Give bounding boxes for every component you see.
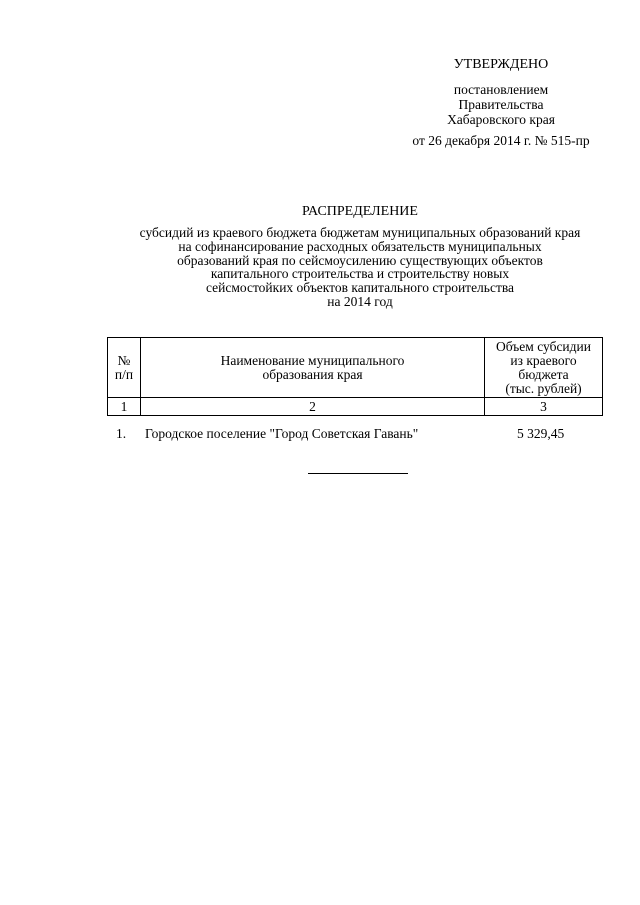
row-municipality: Городское поселение "Город Советская Гавань" xyxy=(145,426,419,441)
row-number: 1. xyxy=(116,426,127,441)
approval-line: Правительства xyxy=(458,97,544,112)
column-number: 2 xyxy=(141,398,485,416)
column-number: 3 xyxy=(485,398,603,416)
header-number xyxy=(108,338,141,398)
end-separator-line xyxy=(308,473,408,474)
document-subtitle xyxy=(100,226,620,309)
subtitle-line: капитального строительства и строительству новых xyxy=(210,266,510,282)
approval-line: Хабаровского края xyxy=(447,112,555,127)
subtitle-line: на софинансирование расходных обязательств муниципальных xyxy=(178,238,542,254)
subtitle-line: субсидий из краевого бюджета бюджетам муниципальных образований края xyxy=(139,225,581,240)
approval-title: УТВЕРЖДЕНО xyxy=(453,57,549,72)
column-number-row xyxy=(108,398,603,416)
approval-stamp xyxy=(396,57,606,148)
subtitle-line: сейсмостойких объектов капитального строительства xyxy=(205,280,515,296)
subtitle-line: на 2014 год xyxy=(327,293,393,309)
header-text: из краевого xyxy=(510,352,577,368)
column-number: 1 xyxy=(108,398,141,416)
header-amount xyxy=(485,338,603,398)
header-text: Объем субсидии xyxy=(496,338,591,354)
header-text: (тыс. рублей) xyxy=(505,380,582,396)
header-row xyxy=(108,338,603,398)
header-text: п/п xyxy=(114,366,134,382)
header-text: Наименование муниципального xyxy=(220,352,405,368)
row-amount: 5 329,45 xyxy=(517,426,565,441)
document-heading: РАСПРЕДЕЛЕНИЕ xyxy=(302,204,418,219)
subtitle-line: образований края по сейсмоусилению существующих объектов xyxy=(177,252,543,268)
header-name xyxy=(141,338,485,398)
approval-date: от 26 декабря 2014 г. № 515-пр xyxy=(412,133,590,148)
approval-line: постановлением xyxy=(453,82,549,97)
header-text: № xyxy=(117,352,131,368)
header-text: бюджета xyxy=(518,366,569,382)
header-text: образования края xyxy=(262,366,363,382)
distribution-table-header xyxy=(107,337,603,416)
